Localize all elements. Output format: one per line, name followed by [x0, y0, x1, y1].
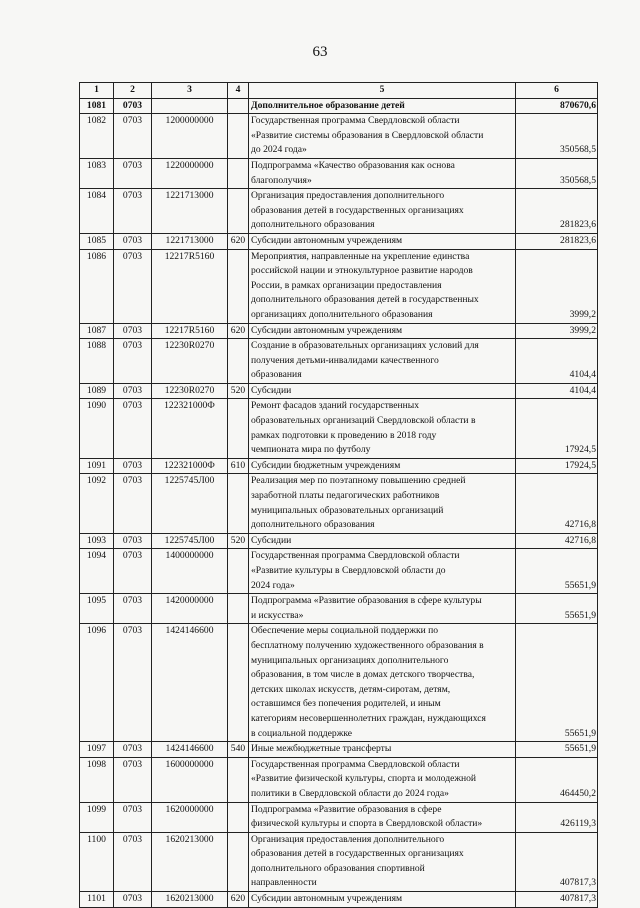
section-cell: 0703: [114, 802, 152, 832]
section-cell: 0703: [114, 114, 152, 159]
amount-cell: 870670,6: [516, 98, 598, 114]
description-line: Субсидии автономным учреждениям: [251, 234, 403, 246]
section-cell: 0703: [114, 742, 152, 758]
expense-type-cell: [228, 399, 249, 458]
target-code-cell: 122321000Ф: [152, 458, 228, 474]
amount-cell: 17924,5: [516, 458, 598, 474]
amount-cell: 55651,9: [516, 594, 598, 624]
description-line: Подпрограмма «Развитие образования в сфере: [251, 803, 442, 815]
description-line: оставшимся без попечения родителей, и иным: [251, 698, 441, 710]
amount-cell: 4104,4: [516, 383, 598, 399]
amount-cell: 407817,3: [516, 832, 598, 891]
row-number-cell: 1092: [80, 474, 114, 533]
description-line: чемпионата мира по футболу: [251, 444, 371, 456]
section-cell: 0703: [114, 189, 152, 234]
row-number-cell: 1088: [80, 339, 114, 384]
row-number-cell: 1084: [80, 189, 114, 234]
description-line: Субсидии: [251, 384, 292, 396]
description-line: российской нации и этнокультурное развитие народов: [251, 265, 473, 277]
target-code-cell: 1424146600: [152, 742, 228, 758]
target-code-cell: 1620000000: [152, 802, 228, 832]
target-code-cell: [152, 98, 228, 114]
table-row: [80, 757, 598, 802]
description-line: Организация предоставления дополнительного: [251, 190, 445, 202]
description-cell: [249, 594, 516, 624]
amount-cell: 55651,9: [516, 742, 598, 758]
table-row: [80, 594, 598, 624]
expense-type-cell: 620: [228, 233, 249, 249]
target-code-cell: 1225745Л00: [152, 474, 228, 533]
description-cell: [249, 624, 516, 742]
description-line: благополучия»: [251, 174, 312, 186]
amount-cell: 4104,4: [516, 339, 598, 384]
target-code-cell: 1420000000: [152, 594, 228, 624]
target-code-cell: 1620213000: [152, 892, 228, 908]
description-line: заработной платы педагогических работников: [251, 490, 440, 502]
amount-cell: 17924,5: [516, 399, 598, 458]
expense-type-cell: [228, 549, 249, 594]
table-row: [80, 474, 598, 533]
expense-type-cell: 620: [228, 323, 249, 339]
target-code-cell: 12230R0270: [152, 383, 228, 399]
amount-cell: 464450,2: [516, 757, 598, 802]
header-cell: 2: [114, 83, 152, 99]
description-line: «Развитие системы образования в Свердловской области: [251, 129, 484, 141]
description-cell: [249, 832, 516, 891]
description-cell: [249, 158, 516, 188]
amount-cell: 3999,2: [516, 249, 598, 323]
expense-type-cell: 520: [228, 533, 249, 549]
description-line: детских школах искусств, детям-сиротам, детям,: [251, 683, 451, 695]
description-line: Ремонт фасадов зданий государственных: [251, 400, 420, 412]
section-cell: 0703: [114, 594, 152, 624]
table-row: [80, 624, 598, 742]
target-code-cell: 12217R5160: [152, 249, 228, 323]
row-number-cell: 1093: [80, 533, 114, 549]
description-line: Организация предоставления дополнительного: [251, 833, 445, 845]
target-code-cell: 1221713000: [152, 233, 228, 249]
expense-type-cell: 610: [228, 458, 249, 474]
description-line: категориям несовершеннолетних граждан, нуждающихся: [251, 712, 486, 724]
description-line: Государственная программа Свердловской области: [251, 550, 460, 562]
section-cell: 0703: [114, 158, 152, 188]
section-cell: 0703: [114, 549, 152, 594]
description-line: образования детей в государственных организациях: [251, 204, 464, 216]
description-line: «Развитие физической культуры, спорта и молодежной: [251, 773, 477, 785]
expense-type-cell: 540: [228, 742, 249, 758]
amount-cell: 407817,3: [516, 892, 598, 908]
description-line: образовательных организаций Свердловской области в: [251, 415, 476, 427]
table-row: [80, 549, 598, 594]
description-line: Государственная программа Свердловской области: [251, 115, 460, 127]
target-code-cell: 1424146600: [152, 624, 228, 742]
description-line: Подпрограмма «Развитие образования в сфере культуры: [251, 595, 482, 607]
table-row: [80, 399, 598, 458]
section-cell: 0703: [114, 339, 152, 384]
description-cell: [249, 233, 516, 249]
description-line: дополнительного образования: [251, 219, 375, 231]
target-code-cell: 1220000000: [152, 158, 228, 188]
amount-cell: 55651,9: [516, 624, 598, 742]
table-row: [80, 339, 598, 384]
section-cell: 0703: [114, 757, 152, 802]
section-cell: 0703: [114, 399, 152, 458]
expense-type-cell: 620: [228, 892, 249, 908]
description-cell: [249, 249, 516, 323]
row-number-cell: 1086: [80, 249, 114, 323]
description-cell: [249, 742, 516, 758]
section-cell: 0703: [114, 458, 152, 474]
table-row: [80, 114, 598, 159]
description-line: Субсидии бюджетным учреждениям: [251, 459, 401, 471]
expense-type-cell: [228, 832, 249, 891]
target-code-cell: 1221713000: [152, 189, 228, 234]
table-row: [80, 158, 598, 188]
table-row: [80, 189, 598, 234]
row-number-cell: 1101: [80, 892, 114, 908]
description-line: Субсидии автономным учреждениям: [251, 893, 403, 905]
description-line: муниципальных организациях дополнительного: [251, 654, 449, 666]
section-cell: 0703: [114, 323, 152, 339]
table-row: [80, 832, 598, 891]
expense-type-cell: [228, 114, 249, 159]
description-line: Обеспечение меры социальной поддержки по: [251, 625, 439, 637]
description-line: Субсидии: [251, 534, 292, 546]
section-cell: 0703: [114, 892, 152, 908]
description-cell: [249, 323, 516, 339]
table-row: [80, 98, 598, 114]
description-line: получения детьми-инвалидами качественного: [251, 354, 439, 366]
table-row: [80, 383, 598, 399]
description-line: Создание в образовательных организациях условий для: [251, 340, 479, 352]
amount-cell: 42716,8: [516, 533, 598, 549]
target-code-cell: 122321000Ф: [152, 399, 228, 458]
description-cell: [249, 533, 516, 549]
description-line: Субсидии автономным учреждениям: [251, 324, 403, 336]
description-line: рамках подготовки к проведению в 2018 году: [251, 429, 437, 441]
row-number-cell: 1082: [80, 114, 114, 159]
description-line: Подпрограмма «Качество образования как основа: [251, 159, 455, 171]
row-number-cell: 1083: [80, 158, 114, 188]
expense-type-cell: [228, 189, 249, 234]
description-cell: [249, 383, 516, 399]
page-number: 63: [312, 44, 328, 60]
amount-cell: 3999,2: [516, 323, 598, 339]
row-number-cell: 1099: [80, 802, 114, 832]
target-code-cell: 12217R5160: [152, 323, 228, 339]
description-cell: [249, 802, 516, 832]
description-cell: [249, 549, 516, 594]
description-cell: [249, 339, 516, 384]
target-code-cell: 12230R0270: [152, 339, 228, 384]
section-cell: 0703: [114, 249, 152, 323]
description-line: бесплатному получению художественного образования в: [251, 639, 484, 651]
description-line: «Развитие культуры в Свердловской области до: [251, 565, 446, 576]
description-cell: [249, 98, 516, 114]
row-number-cell: 1087: [80, 323, 114, 339]
description-line: России, в рамках организации предоставления: [251, 279, 442, 291]
row-number-cell: 1089: [80, 383, 114, 399]
description-line: направленности: [251, 877, 317, 889]
amount-cell: 55651,9: [516, 549, 598, 594]
row-number-cell: 1097: [80, 742, 114, 758]
expense-type-cell: [228, 339, 249, 384]
section-cell: 0703: [114, 832, 152, 891]
target-code-cell: 1400000000: [152, 549, 228, 594]
row-number-cell: 1096: [80, 624, 114, 742]
section-cell: 0703: [114, 533, 152, 549]
budget-table: [79, 82, 598, 908]
description-cell: [249, 757, 516, 802]
row-number-cell: 1085: [80, 233, 114, 249]
expense-type-cell: [228, 594, 249, 624]
expense-type-cell: [228, 802, 249, 832]
description-line: Иные межбюджетные трансферты: [251, 743, 392, 755]
description-line: Реализация мер по поэтапному повышению средней: [251, 475, 466, 487]
amount-cell: 350568,5: [516, 158, 598, 188]
expense-type-cell: [228, 474, 249, 533]
description-line: Государственная программа Свердловской области: [251, 758, 460, 770]
table-row: [80, 802, 598, 832]
description-line: муниципальных образовательных организаций: [251, 504, 444, 516]
table-row: [80, 458, 598, 474]
description-line: и искусства»: [251, 609, 304, 621]
expense-type-cell: [228, 158, 249, 188]
target-code-cell: 1620213000: [152, 832, 228, 891]
expense-type-cell: [228, 624, 249, 742]
target-code-cell: 1600000000: [152, 757, 228, 802]
description-line: дополнительного образования спортивной: [251, 862, 425, 874]
description-cell: [249, 458, 516, 474]
header-cell: 3: [152, 83, 228, 99]
table-row: [80, 742, 598, 758]
header-cell: 5: [249, 83, 516, 99]
row-number-cell: 1100: [80, 832, 114, 891]
section-cell: 0703: [114, 233, 152, 249]
description-line: дополнительного образования: [251, 519, 375, 531]
section-cell: 0703: [114, 383, 152, 399]
description-line: в социальной поддержке: [251, 727, 353, 739]
amount-cell: 281823,6: [516, 189, 598, 234]
budget-table-body: [80, 83, 598, 908]
expense-type-cell: [228, 98, 249, 114]
expense-type-cell: [228, 249, 249, 323]
table-row: [80, 233, 598, 249]
table-row: [80, 323, 598, 339]
target-code-cell: 1225745Л00: [152, 533, 228, 549]
section-cell: 0703: [114, 624, 152, 742]
expense-type-cell: 520: [228, 383, 249, 399]
target-code-cell: 1200000000: [152, 114, 228, 159]
description-line: политики в Свердловской области до 2024 года»: [251, 787, 449, 799]
header-cell: 4: [228, 83, 249, 99]
description-line: Дополнительное образование детей: [251, 99, 405, 111]
expense-type-cell: [228, 757, 249, 802]
description-line: до 2024 года»: [251, 144, 307, 156]
amount-cell: 426119,3: [516, 802, 598, 832]
section-cell: 0703: [114, 474, 152, 533]
table-header-row: [80, 83, 598, 99]
row-number-cell: 1091: [80, 458, 114, 474]
description-cell: [249, 114, 516, 159]
table-row: [80, 533, 598, 549]
amount-cell: 281823,6: [516, 233, 598, 249]
table-row: [80, 249, 598, 323]
description-cell: [249, 474, 516, 533]
description-line: образования: [251, 369, 302, 381]
description-line: образования, в том числе в домах детского творчества,: [251, 669, 475, 681]
amount-cell: 42716,8: [516, 474, 598, 533]
section-cell: 0703: [114, 98, 152, 114]
description-cell: [249, 399, 516, 458]
row-number-cell: 1098: [80, 757, 114, 802]
description-line: Мероприятия, направленные на укрепление единства: [251, 250, 470, 262]
description-line: 2024 года»: [251, 579, 295, 591]
description-line: организациях дополнительного образования: [251, 308, 433, 320]
description-line: дополнительного образования детей в государственных: [251, 294, 479, 306]
row-number-cell: 1090: [80, 399, 114, 458]
amount-cell: 350568,5: [516, 114, 598, 159]
row-number-cell: 1095: [80, 594, 114, 624]
header-cell: 1: [80, 83, 114, 99]
row-number-cell: 1081: [80, 98, 114, 114]
description-line: образования детей в государственных организациях: [251, 848, 464, 860]
row-number-cell: 1094: [80, 549, 114, 594]
description-cell: [249, 189, 516, 234]
description-line: физической культуры и спорта в Свердловской области»: [251, 818, 483, 830]
header-cell: 6: [516, 83, 598, 99]
